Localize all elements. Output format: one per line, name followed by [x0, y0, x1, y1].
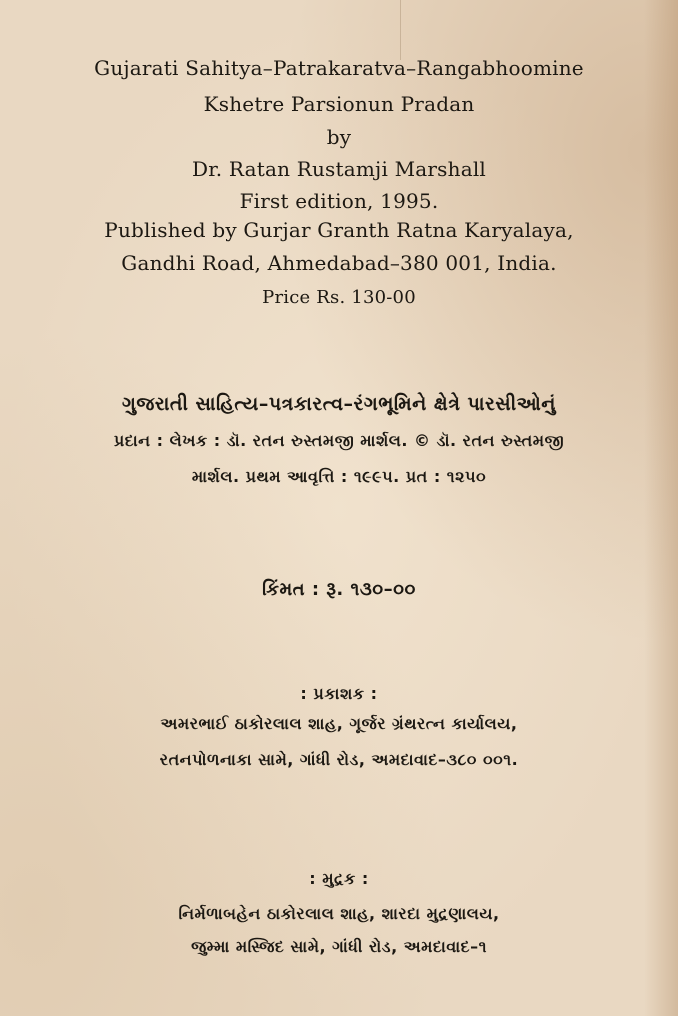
page-edge-stain	[644, 0, 678, 1016]
english-publisher-line2: Gandhi Road, Ahmedabad–380 001, India.	[121, 251, 557, 275]
english-title-line2: Kshetre Parsionun Pradan	[203, 92, 475, 116]
gujarati-publisher-line1: અમરભાઈ ઠાકોરલાલ શાહ, ગૂર્જર ગ્રંથરત્ન કાર્યાલય,	[160, 714, 518, 733]
gujarati-credits-line1: ગુજરાતી સાહિત્ય–પત્રકારત્વ–રંગભૂમિને ક્ષેત્રે પારસીઓનું	[122, 393, 556, 415]
english-edition: First edition, 1995.	[239, 189, 439, 213]
gujarati-publisher-heading: : પ્રકાશક :	[300, 684, 378, 703]
english-publisher-line1: Published by Gurjar Granth Ratna Karyalaya,	[104, 218, 574, 242]
gujarati-publisher-line2: રતનપોળનાકા સામે, ગાંધી રોડ, અમદાવાદ–૩૮૦ ૦૦૧.	[159, 750, 519, 769]
gujarati-printer-line1: નિર્મળાબહેન ઠાકોરલાલ શાહ, શારદા મુદ્રણાલય,	[178, 904, 500, 923]
english-price: Price Rs. 130-00	[262, 287, 416, 308]
gujarati-printer-line2: જુમ્મા મસ્જિદ સામે, ગાંધી રોડ, અમદાવાદ–૧	[191, 937, 487, 956]
gujarati-printer-heading: : મુદ્રક :	[309, 869, 369, 888]
gujarati-price: કિંમત : રૂ. ૧૩૦–૦૦	[262, 579, 416, 600]
english-by: by	[326, 125, 352, 149]
english-author: Dr. Ratan Rustamji Marshall	[191, 157, 487, 181]
paper-fold-mark	[400, 0, 401, 60]
english-title-line1: Gujarati Sahitya–Patrakaratva–Rangabhoomine	[94, 56, 584, 80]
gujarati-credits-line2: પ્રદાન : લેખક : ડૉ. રતન રુસ્તમજી માર્શલ. © ડૉ. રતન રુસ્તમજી	[113, 431, 565, 450]
gujarati-credits-line3: માર્શલ. પ્રથમ આવૃત્તિ : ૧૯૯૫. પ્રત : ૧૨૫૦	[191, 467, 487, 486]
